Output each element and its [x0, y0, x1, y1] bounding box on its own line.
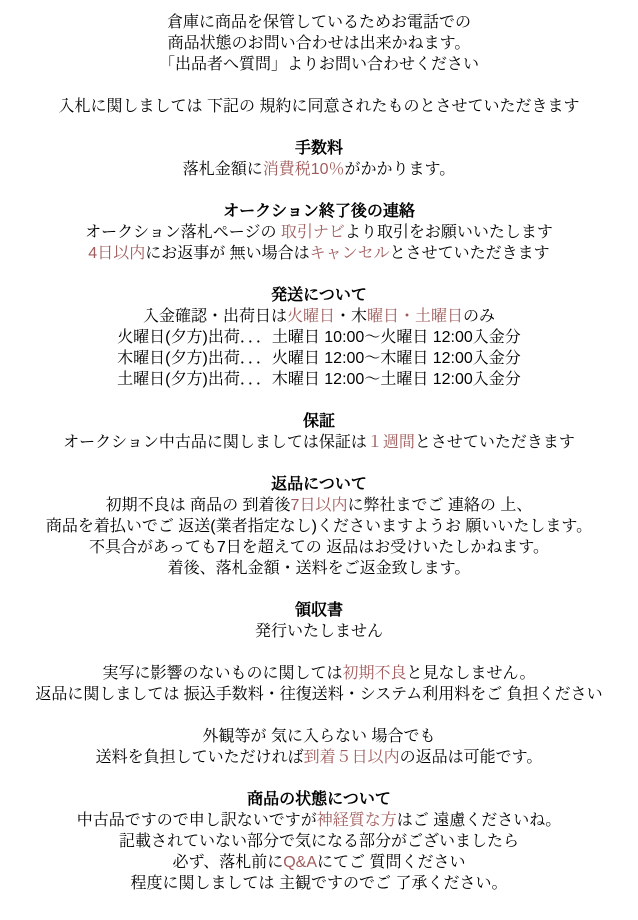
section-receipt — [8, 600, 630, 642]
text-segment: ・木 — [334, 308, 367, 325]
text-line — [8, 726, 630, 747]
text-segment: と見なしません。 — [406, 665, 536, 682]
text-line — [8, 327, 630, 348]
section-heading-receipt: 領収書 — [294, 602, 343, 619]
text-segment: 「出品者へ質問」よりお問い合わせください — [158, 56, 479, 73]
text-line — [8, 222, 630, 243]
text-segment: オークション中古品に関しましては保証は — [63, 434, 367, 451]
text-segment: 不具合があっても7日を超えての 返品はお受けいたしかねます。 — [89, 539, 549, 556]
section-fees — [8, 138, 630, 180]
section-heading-warranty: 保証 — [302, 413, 335, 430]
text-line — [8, 243, 630, 264]
text-line — [8, 516, 630, 537]
highlight-text: 火曜日 — [286, 308, 335, 325]
text-line — [8, 873, 630, 894]
text-segment: 落札金額に — [182, 161, 263, 178]
text-line — [8, 810, 630, 831]
section-intro — [8, 12, 630, 75]
highlight-text: ・ — [399, 308, 416, 325]
text-segment: 商品状態のお問い合わせは出来かねます。 — [167, 35, 471, 52]
section-after-auction-contact — [8, 201, 630, 264]
text-segment: 実写に影響のないものに関しては — [102, 665, 343, 682]
text-segment: にてご 質問ください — [317, 854, 466, 871]
text-segment: 返品に関しましては 振込手数料・往復送料・システム利用料をご 負担ください — [35, 686, 603, 703]
text-segment: にお返事が 無い場合は — [145, 245, 310, 262]
highlight-text: 7日以内 — [290, 497, 348, 514]
text-segment: 着後、落札金額・送料をご返金致します。 — [167, 560, 471, 577]
text-segment: はご 遠慮くださいね。 — [396, 812, 562, 829]
highlight-text: Q&A — [283, 854, 318, 871]
text-line — [8, 12, 630, 33]
highlight-text: 4日以内 — [88, 245, 146, 262]
text-line — [8, 432, 630, 453]
section-heading-fees: 手数料 — [294, 140, 343, 157]
text-segment: 初期不良は 商品の 到着後 — [105, 497, 291, 514]
text-line — [8, 663, 630, 684]
text-line — [8, 348, 630, 369]
section-returns — [8, 474, 630, 579]
section-heading-returns: 返品について — [271, 476, 367, 493]
text-segment: 倉庫に商品を保管しているためお電話での — [166, 14, 471, 31]
section-defect-policy — [8, 663, 630, 705]
text-line — [8, 96, 630, 117]
text-segment: 商品を着払いでご 返送(業者指定なし)くださいますようお 願いいたします。 — [45, 518, 593, 535]
text-segment: とさせていただきます — [389, 245, 550, 262]
text-segment: オークション落札ページの — [85, 224, 281, 241]
text-segment: のみ — [463, 308, 496, 325]
text-line — [8, 621, 630, 642]
section-heading-after-auction-contact: オークション終了後の連絡 — [223, 203, 415, 220]
text-line — [8, 159, 630, 180]
text-segment: 発行いたしません — [254, 623, 383, 640]
text-segment: がかかります。 — [344, 161, 456, 178]
text-segment: 外観等が 気に入らない 場合でも — [202, 728, 436, 745]
text-segment: 送料を負担していただければ — [95, 749, 304, 766]
text-line — [8, 54, 630, 75]
section-warranty — [8, 411, 630, 453]
section-appearance-returns — [8, 726, 630, 768]
text-segment: 火曜日(夕方)出荷．．．土曜日 10:00～火曜日 12:00入金分 — [117, 329, 521, 346]
section-agreement — [8, 96, 630, 117]
text-segment: に弊社までご 連絡の 上、 — [347, 497, 533, 514]
text-line — [8, 852, 630, 873]
text-segment: 必ず、落札前に — [172, 854, 284, 871]
text-line — [8, 495, 630, 516]
section-shipping — [8, 285, 630, 390]
text-line — [8, 306, 630, 327]
text-line — [8, 33, 630, 54]
highlight-text: 土曜日 — [415, 308, 464, 325]
section-heading-item-condition: 商品の状態について — [247, 791, 391, 808]
text-line — [8, 537, 630, 558]
highlight-text: 曜日 — [366, 308, 399, 325]
text-line — [8, 831, 630, 852]
highlight-text: 消費税10％ — [262, 161, 345, 178]
section-heading-shipping: 発送について — [271, 287, 367, 304]
highlight-text: キャンセル — [309, 245, 390, 262]
text-segment: 入金確認・出荷日は — [142, 308, 287, 325]
text-line — [8, 558, 630, 579]
highlight-text: 取引ナビ — [280, 224, 345, 241]
text-segment: 中古品ですので申し訳ないですが — [76, 812, 317, 829]
text-segment: 程度に関しましては 主観ですのでご 了承ください。 — [130, 875, 508, 892]
highlight-text: 神経質な方 — [316, 812, 397, 829]
text-line — [8, 747, 630, 768]
text-segment: 木曜日(夕方)出荷．．．火曜日 12:00～木曜日 12:00入金分 — [117, 350, 521, 367]
text-segment: より取引をお願いいたします — [344, 224, 553, 241]
section-item-condition — [8, 789, 630, 894]
highlight-text: 初期不良 — [342, 665, 407, 682]
text-segment: の返品は可能です。 — [399, 749, 543, 766]
text-line — [8, 369, 630, 390]
highlight-text: 到着５日以内 — [303, 749, 400, 766]
highlight-text: １週間 — [366, 434, 415, 451]
text-segment: 土曜日(夕方)出荷．．．木曜日 12:00～土曜日 12:00入金分 — [117, 371, 521, 388]
text-segment: 入札に関しましては 下記の 規約に同意されたものとさせていただきます — [58, 98, 580, 115]
text-segment: 記載されていない部分で気になる部分がございましたら — [118, 833, 519, 850]
text-line — [8, 684, 630, 705]
text-segment: とさせていただきます — [414, 434, 575, 451]
